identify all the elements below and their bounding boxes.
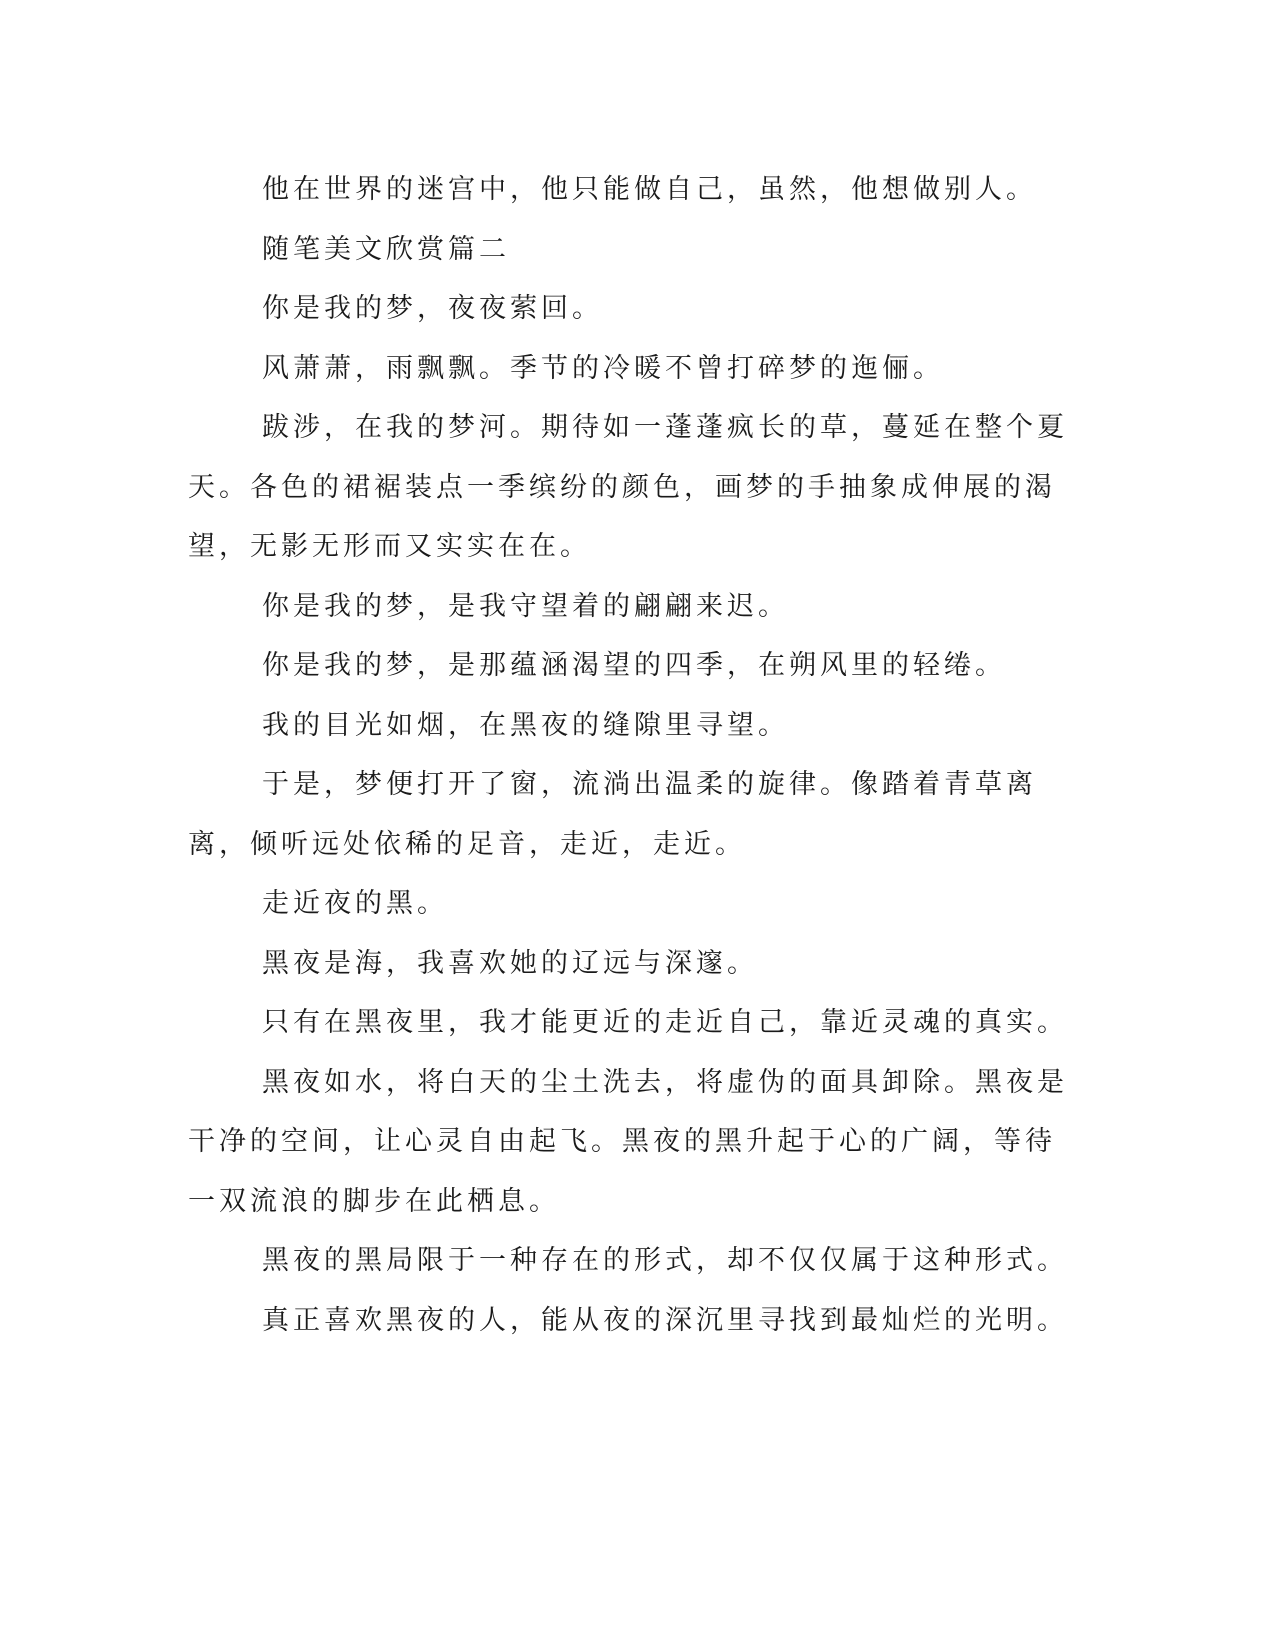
paragraph: 你是我的梦，是那蕴涵渴望的四季，在朔风里的轻绻。 bbox=[262, 650, 1006, 681]
paragraph: 黑夜是海，我喜欢她的辽远与深邃。 bbox=[262, 947, 758, 979]
paragraph: 真正喜欢黑夜的人，能从夜的深沉里寻找到最灿烂的光明。 bbox=[262, 1304, 1068, 1336]
paragraph: 你是我的梦，是我守望着的翩翩来迟。 bbox=[262, 590, 789, 622]
paragraph: 只有在黑夜里，我才能更近的走近自己，靠近灵魂的真实。 bbox=[262, 1007, 1068, 1038]
paragraph: 你是我的梦，夜夜萦回。 bbox=[262, 293, 603, 324]
paragraph: 风萧萧，雨飘飘。季节的冷暖不曾打碎梦的迤俪。 bbox=[262, 352, 944, 384]
paragraph: 跋涉，在我的梦河。期待如一蓬蓬疯长的草，蔓延在整个夏天。各色的裙裾装点一季缤纷的颜色，画梦的手抽象成伸展的渴望，无影无形而又实实在在。 bbox=[188, 412, 1068, 562]
paragraph: 黑夜如水，将白天的尘土洗去，将虚伪的面具卸除。黑夜是干净的空间，让心灵自由起飞。黑夜的黑升起于心的广阔，等待一双流浪的脚步在此栖息。 bbox=[188, 1066, 1068, 1217]
paragraph: 他在世界的迷宫中，他只能做自己，虽然，他想做别人。 bbox=[262, 174, 1037, 205]
section-heading: 随笔美文欣赏篇二 bbox=[262, 233, 510, 265]
paragraph: 我的目光如烟，在黑夜的缝隙里寻望。 bbox=[262, 709, 789, 741]
paragraph: 于是，梦便打开了窗，流淌出温柔的旋律。像踏着青草离离，倾听远处依稀的足音，走近，走近。 bbox=[188, 769, 1037, 860]
document-body bbox=[188, 160, 1068, 1350]
paragraph: 黑夜的黑局限于一种存在的形式，却不仅仅属于这种形式。 bbox=[262, 1245, 1068, 1276]
paragraph: 走近夜的黑。 bbox=[262, 888, 448, 919]
